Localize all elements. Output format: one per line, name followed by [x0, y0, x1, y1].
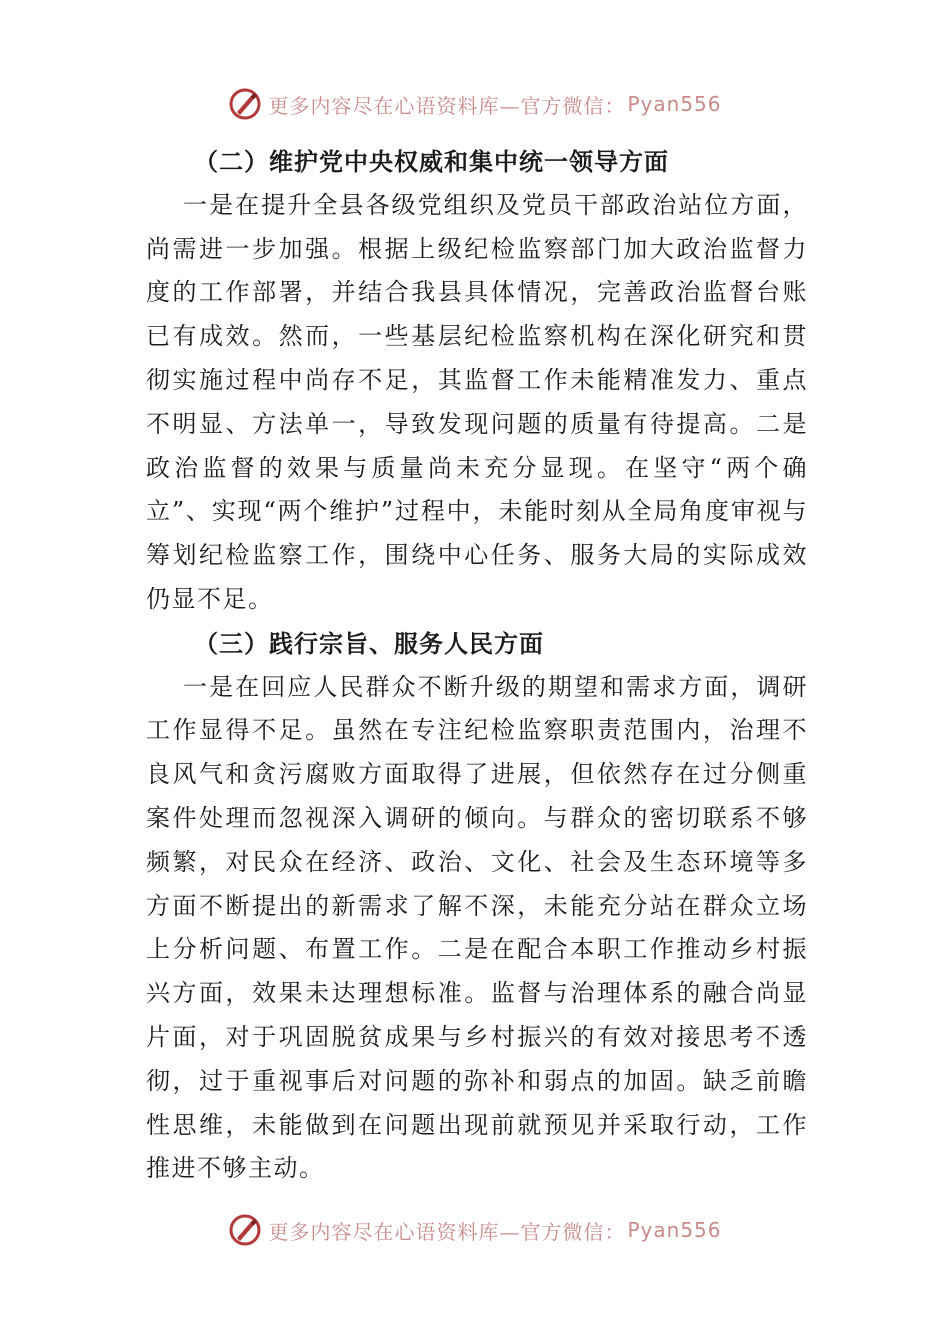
section-paragraph-3: 一是在回应人民群众不断升级的期望和需求方面，调研工作显得不足。虽然在专注纪检监察职责范围内，治理不良风气和贪污腐败方面取得了进展，但依然存在过分侧重案件处理而忽视深入调研的倾向。与群众的密切联系不够频繁，对民众在经济、政治、文化、社会及生态环境等多方面不断提出的新需求了解不深，未能充分站在群众立场上分析问题、布置工作。二是在配合本职工作推动乡村振兴方面，效果未达理想标准。监督与治理体系的融合尚显片面，对于巩固脱贫成果与乡村振兴的有效对接思考不透彻，过于重视事后对问题的弥补和弱点的加固。缺乏前瞻性思维，未能做到在问题出现前就预见并采取行动，工作推进不够主动。 — [146, 672, 808, 1183]
pen-logo-icon — [228, 1213, 262, 1247]
section-heading-3: （三）践行宗旨、服务人民方面 — [194, 628, 544, 658]
watermark-text: 更多内容尽在心语资料库—官方微信： — [268, 93, 626, 118]
section-heading-2: （二）维护党中央权威和集中统一领导方面 — [194, 147, 669, 176]
pen-logo-icon — [228, 87, 262, 121]
watermark-top — [0, 84, 950, 124]
watermark-handle: Pyan556 — [627, 92, 722, 116]
section-paragraph-2: 一是在提升全县各级党组织及党员干部政治站位方面，尚需进一步加强。根据上级纪检监察部门加大政治监督力度的工作部署，并结合我县具体情况，完善政治监督台账已有成效。然而，一些基层纪检监察机构在深化研究和贯彻实施过程中尚存不足，其监督工作未能精准发力、重点不明显、方法单一，导致发现问题的质量有待提高。二是政治监督的效果与质量尚未充分显现。在坚守“两个确立”、实现“两个维护”过程中，未能时刻从全局角度审视与筹划纪检监察工作，围绕中心任务、服务大局的实际成效仍显不足。 — [146, 190, 808, 613]
watermark-handle: Pyan556 — [627, 1218, 722, 1242]
document-body — [146, 140, 808, 1191]
watermark-text: 更多内容尽在心语资料库—官方微信： — [268, 1219, 626, 1244]
watermark-bottom — [0, 1210, 950, 1250]
